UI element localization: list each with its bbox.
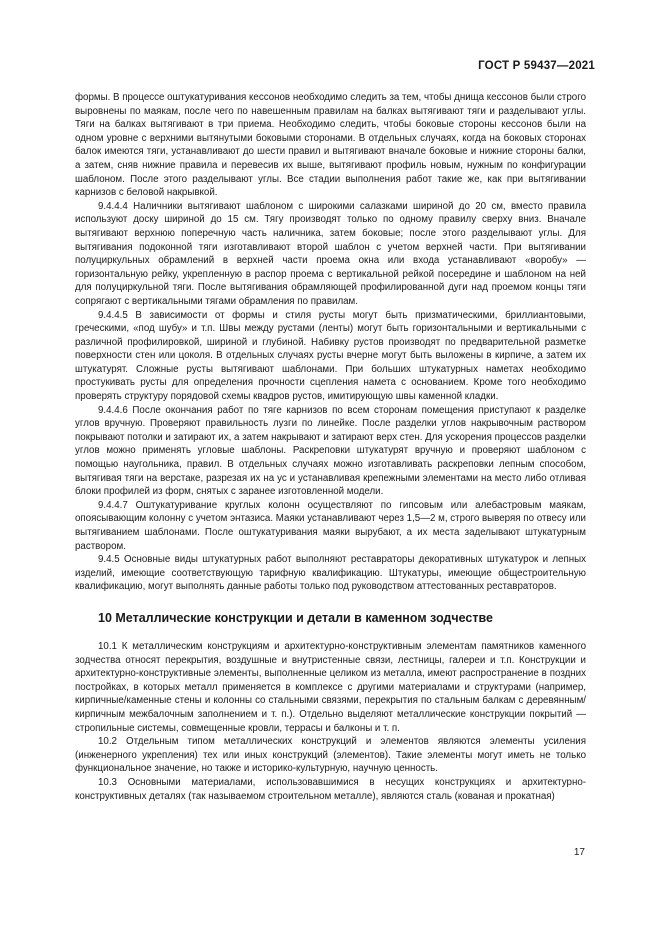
paragraph-10-2: 10.2 Отдельным типом металлических конструкций и элементов являются элементы усиления (инженерного укрепления) тех или иных конструкций (элементов). Такие элементы могут иметь не только функциональное значение, но также и историко-культурную, научную ценность. (75, 736, 586, 775)
paragraph-9-4-4-5: 9.4.4.5 В зависимости от формы и стиля русты могут быть призматическими, бриллиантовыми, греческими, «под шубу» и т.п. Швы между рустами (ленты) могут быть горизонтальными и вертикальными с различной профилировкой, шириной и глубиной. Набивку рустов производят по предварительной разметке поверхности стен или цоколя. В отдельных случаях русты вчерне могут быть выложены в кирпиче, а затем их штукатурят. Сложные русты вытягивают шаблонами. При больших штукатурных наметах необходимо простукивать русты для определения прочности сцепления намета с основанием. Кроме того необходимо проверять структуру порядовой схемы квадров рустов, имитирующую швы каменной кладки. (75, 309, 586, 403)
paragraph-9-4-4-7: 9.4.4.7 Оштукатуривание круглых колонн осуществляют по гипсовым или алебастровым маякам, опоясывающим колонну с учетом энтазиса. Маяки устанавливают через 1,5—2 м, строго выверяя по отвесу или вытягиванием шаблонами. После оштукатуривания маяки вырубают, а их места заделывают штукатурным раствором. (75, 499, 586, 552)
paragraph-continuation: формы. В процессе оштукатуривания кессонов необходимо следить за тем, чтобы днища кессонов были строго выровнены по маякам, после чего по навешенным правилам на балках вытягивают тяги и разделывают углы. Тяги на балках вытягивают в три приема. Необходимо следить, чтобы боковые стороны кессонов были на одном уровне с верхними вытянутыми боковыми сторонами. В отдельных случаях, когда на боковых сторонах балок имеются тяги, устанавливают до шести правил и вытягивают вначале боковые и нижние стороны балки, а затем, сняв нижние правила и перевесив их выше, вытягивают профиль новым, нужным по конфигурации шаблоном. После этого разделывают углы. Все стадии выполнения работ такие же, как при вытягивании карнизов с беловой накрывкой. (75, 92, 586, 199)
paragraph-9-4-4-6: 9.4.4.6 После окончания работ по тяге карнизов по всем сторонам помещения приступают к разделке углов вручную. Проверяют правильность лузги по линейке. После разделки углов накрывочным раствором покрывают потолки и затирают их, а затем накрывают и затирают верх стен. Для ускорения процессов разделки углов можно применять угловые шаблоны. Раскреповки штукатурят вручную и проверяют шаблоном с помощью наугольника, правил. В отдельных случаях можно изготавливать раскреповки лепным способом, вытягивая тяги на верстаке, разрезая их на ус и устанавливая крепежными элементами на место либо отливая блоки профилей из форм, снятых с заранее изготовленной модели. (75, 404, 586, 498)
section-heading: 10 Металлические конструкции и детали в каменном зодчестве (98, 610, 493, 625)
standard-number: ГОСТ Р 59437—2021 (478, 60, 595, 72)
paragraph-9-4-4-4: 9.4.4.4 Наличники вытягивают шаблоном с широкими салазками шириной до 20 см, вместо правила используют доску шириной до 15 см. Тягу производят только по одному правилу сверху вниз. Вначале вытягивают верхнюю поперечную часть наличника, затем боковые; после этого разделывают углы. Для вытягивания подоконной тяги изготавливают второй шаблон с учетом верхней части. При вытягивании полуциркульных обрамлений в верхней части проема окна или входа устанавливают «воробу» — горизонтальную рейку, укрепленную в распор проема с вертикальной рейкой посередине и шаблоном на ней для полуциркульной тяги. После вытягивания обрамляющей профилированной дуги над проемом концы тяги сопрягают с вертикальными тягами обрамления по правилам. (75, 200, 586, 307)
paragraph-9-4-5: 9.4.5 Основные виды штукатурных работ выполняют реставраторы декоративных штукатурок и лепных изделий, имеющие соответствующую тарифную квалификацию. Штукатуры, имеющие общестроительную квалификацию, могут выполнять данные работы только под руководством аттестованных реставраторов. (75, 554, 586, 593)
document-header (478, 60, 595, 72)
document-body (75, 91, 586, 803)
page-number: 17 (573, 847, 585, 858)
paragraph-10-1: 10.1 К металлическим конструкциям и архитектурно-конструктивным элементам памятников каменного зодчества относят перекрытия, воздушные и внутристенные связи, лестницы, галереи и т.п. Конструкции и архитектурно-конструктивные элементы, выполненные целиком из металла, имеют распространение в поздних постройках, в которых металл применяется в комплексе с другими материалами и структурами (например, кирпичные/каменные стены и колонны со стальными связями, перекрытия по стальным балкам с деревянным/кирпичным межбалочным заполнением и т. п.). Отдельно выделяют металлические конструкции покрытий — стропильные системы, совмещенные кровли, террасы и балконы и т. п. (75, 640, 586, 734)
paragraph-10-3: 10.3 Основными материалами, использовавшимися в несущих конструкциях и архитектурно-конструктивных деталях (так называемом строительном металле), являются сталь (кованая и прокатная) (75, 776, 586, 802)
